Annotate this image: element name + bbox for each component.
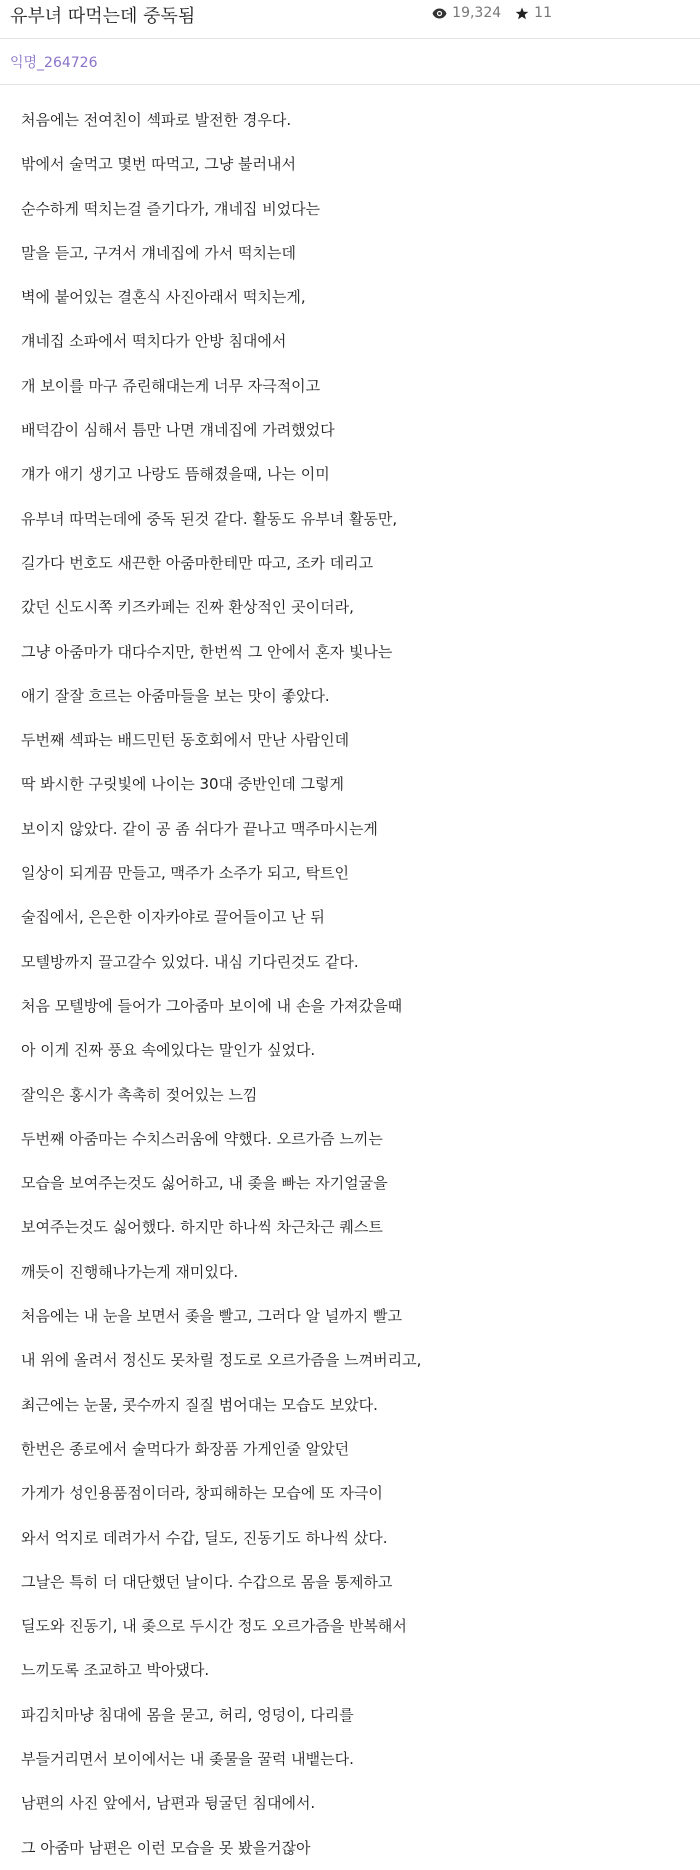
body-line: 내 위에 올려서 정신도 못차릴 정도로 오르가즘을 느껴버리고, [21, 1351, 422, 1370]
star-count-value: 11 [534, 5, 552, 21]
body-line: 부들거리면서 보이에서는 내 좆물을 꿀럭 내뱉는다. [21, 1749, 354, 1768]
body-line: 모텔방까지 끌고갈수 있었다. 내심 기다린것도 같다. [21, 952, 359, 971]
view-count-value: 19,324 [452, 5, 502, 21]
body-line: 깨듯이 진행해나가는게 재미있다. [21, 1262, 239, 1281]
body-line: 아 이게 진짜 풍요 속에있다는 말인가 싶었다. [21, 1041, 316, 1060]
body-line: 두번째 섹파는 배드민턴 동호회에서 만난 사람인데 [21, 731, 350, 750]
body-line: 가게가 성인용품점이더라, 창피해하는 모습에 또 자극이 [21, 1484, 383, 1503]
body-line: 한번은 종로에서 술먹다가 화장품 가게인줄 알았던 [21, 1439, 350, 1458]
body-line: 벽에 붙어있는 결혼식 사진아래서 떡치는게, [21, 288, 306, 307]
post-body [21, 98, 681, 1870]
view-count [432, 5, 501, 21]
eye-icon [432, 8, 447, 19]
body-line: 술집에서, 은은한 이자카야로 끌어들이고 난 뒤 [21, 908, 325, 927]
body-line: 남편의 사진 앞에서, 남편과 뒹굴던 침대에서. [21, 1794, 316, 1813]
body-line: 보이지 않았다. 같이 공 좀 쉬다가 끝나고 맥주마시는게 [21, 819, 378, 838]
body-line: 애기 잘잘 흐르는 아줌마들을 보는 맛이 좋았다. [21, 686, 330, 705]
body-line: 딜도와 진동기, 내 좆으로 두시간 정도 오르가즘을 반복해서 [21, 1617, 407, 1636]
body-line: 길가다 번호도 새끈한 아줌마한테만 따고, 조카 데리고 [21, 553, 374, 572]
body-line: 잘익은 홍시가 촉촉히 젖어있는 느낌 [21, 1085, 258, 1104]
body-line: 배덕감이 심해서 틈만 나면 걔네집에 가려했었다 [21, 421, 335, 440]
body-line: 두번째 아줌마는 수치스러움에 약했다. 오르가즘 느끼는 [21, 1129, 383, 1148]
body-line: 개 보이를 마구 쥬린해대는게 너무 자극적이고 [21, 376, 321, 395]
star-icon [515, 7, 529, 20]
body-line: 말을 듣고, 구겨서 걔네집에 가서 떡치는데 [21, 243, 296, 262]
post-header [0, 0, 700, 39]
body-line: 와서 억지로 데려가서 수갑, 딜도, 진동기도 하나씩 샀다. [21, 1528, 388, 1547]
body-line: 걔가 애기 생기고 나랑도 뜸해졌을때, 나는 이미 [21, 465, 330, 484]
body-line: 처음 모텔방에 들어가 그아줌마 보이에 내 손을 가져갔을때 [21, 996, 403, 1015]
star-count [515, 5, 552, 21]
post-title: 유부녀 따먹는데 중독됨 [10, 6, 196, 27]
body-line: 파김치마냥 침대에 몸을 묻고, 허리, 엉덩이, 다리를 [21, 1705, 354, 1724]
body-line: 최근에는 눈물, 콧수까지 질질 범어대는 모습도 보았다. [21, 1395, 378, 1414]
author-name[interactable]: 익명_264726 [10, 55, 98, 71]
body-line: 유부녀 따먹는데에 중독 된것 같다. 활동도 유부녀 활동만, [21, 509, 398, 528]
body-line: 밖에서 술먹고 몇번 따먹고, 그냥 불러내서 [21, 155, 296, 174]
body-line: 갔던 신도시쪽 키즈카페는 진짜 환상적인 곳이더라, [21, 598, 354, 617]
author-row [0, 46, 700, 85]
body-line: 딱 봐시한 구릿빛에 나이는 30대 중반인데 그렇게 [21, 775, 345, 794]
body-line: 걔네집 소파에서 떡치다가 안방 침대에서 [21, 332, 287, 351]
body-line: 모습을 보여주는것도 싫어하고, 내 좆을 빠는 자기얼굴을 [21, 1174, 388, 1193]
body-line: 순수하게 떡치는걸 즐기다가, 걔네집 비었다는 [21, 199, 321, 218]
body-line: 느끼도록 조교하고 박아댔다. [21, 1661, 210, 1680]
body-line: 처음에는 전여친이 섹파로 발전한 경우다. [21, 111, 292, 129]
body-line: 보여주는것도 싫어했다. 하지만 하나씩 차근차근 퀘스트 [21, 1218, 383, 1237]
body-line: 일상이 되게끔 만들고, 맥주가 소주가 되고, 탁트인 [21, 864, 349, 883]
body-line: 처음에는 내 눈을 보면서 좆을 빨고, 그러다 알 널까지 빨고 [21, 1307, 402, 1326]
body-line: 그냥 아줌마가 대다수지만, 한번씩 그 안에서 혼자 빛나는 [21, 642, 393, 661]
body-line: 그 아줌마 남편은 이런 모습을 못 봤을거잖아 [21, 1838, 311, 1857]
body-line: 그날은 특히 더 대단했던 날이다. 수갑으로 몸을 통제하고 [21, 1572, 393, 1591]
post-stats [418, 5, 552, 21]
